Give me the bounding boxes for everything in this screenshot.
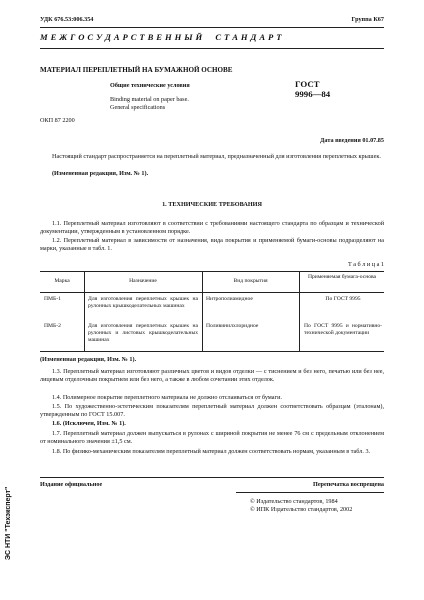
table-cell: Для изготовления переплетных крышек на рулонных и листовых крышкоделательных машинах: [88, 323, 198, 343]
official-edition: Издание официальное: [40, 481, 103, 488]
english-title-line2: General specifications: [110, 104, 166, 111]
table-rule-header: [40, 292, 384, 293]
gost-label: ГОСТ: [295, 79, 320, 89]
copyright-2002: © ИПК Издательство стандартов, 2002: [250, 506, 353, 513]
paragraph-1-4: 1.4. Полимерное покрытие переплетного материала не должно отслаиваться от бумаги.: [52, 394, 282, 401]
table-header-cell: Марка: [54, 278, 70, 284]
effective-date: Дата введения 01.07.85: [320, 137, 384, 144]
gost-number: 9996—84: [295, 89, 331, 99]
table-cell: По ГОСТ 9995 и нормативно-технической документации: [304, 323, 382, 336]
revision-note-2: (Измененная редакция, Изм. № 1).: [40, 356, 137, 363]
paragraph-1-3: 1.3. Переплетный материал изготовляют различных цветов и видов отделки — с тиснением и без него, печатью или без нее, лицевым отделочным покрытием или без него, а также в любом сочетании этих отделок.: [40, 368, 384, 384]
paragraph-1-7: 1.7. Переплетный материал должен выпускаться в рулонах с шириной покрытия не менее 76 см с предельным отклонением от номинального значения ±1,5 см.: [40, 430, 384, 446]
table-label: Т а б л и ц а 1: [347, 261, 384, 268]
okp-code: ОКП 87 2200: [40, 117, 75, 124]
table-cell: Нитрополиамидное: [206, 296, 253, 302]
table-rule-top: [40, 271, 384, 272]
paragraph-1-8: 1.8. По физико-механическим показателям переплетный материал должен соответствовать нормам, указанным в табл. 3.: [52, 448, 371, 455]
table-col-divider: [299, 271, 300, 351]
udk-code: УДК 676.53:006.354: [40, 16, 94, 23]
intro-paragraph: Настоящий стандарт распространяется на переплетный материал, предназначенный для изготовления переплетных крышек.: [52, 153, 381, 160]
footer-rule-right: [236, 492, 384, 493]
side-stamp: ЭС НТИ "Техэксперт": [5, 486, 12, 560]
table-cell: Для изготовления переплетных крышек на рулонных крышкоделательных машинах: [88, 296, 198, 309]
section-heading: 1. ТЕХНИЧЕСКИЕ ТРЕБОВАНИЯ: [162, 201, 262, 208]
table-header-cell: Применяемая бумага-основа: [307, 274, 377, 280]
revision-note-1: (Измененная редакция, Изм. № 1).: [52, 170, 149, 177]
footer-rule: [40, 477, 384, 478]
standard-banner: М Е Ж Г О С У Д А Р С Т В Е Н Н Ы Й С Т А Н Д А Р Т: [40, 32, 282, 42]
table-header-cell: Назначение: [129, 278, 157, 284]
english-title-line1: Binding material on paper base.: [110, 96, 189, 103]
paragraph-1-6: 1.6. (Исключен, Изм. № 1).: [52, 420, 126, 427]
header-rule-top: [40, 27, 384, 28]
copyright-1984: © Издательство стандартов, 1984: [250, 498, 338, 505]
group-code: Группа К67: [351, 16, 384, 23]
paragraph-1-2: 1.2. Переплетный материал в зависимости от назначения, вида покрытия и применяемой бумаги-основы подразделяют на марки, указанные в табл. 1.: [40, 237, 384, 253]
table-cell: Поливинилхлоридное: [206, 323, 259, 329]
paragraph-1-1: 1.1. Переплетный материал изготовляют в соответствии с требованиями настоящего стандарта по образцам и технической документации, утвержденным в установленном порядке.: [40, 220, 384, 236]
document-subtitle: Общие технические условия: [110, 82, 190, 89]
document-title: МАТЕРИАЛ ПЕРЕПЛЕТНЫЙ НА БУМАЖНОЙ ОСНОВЕ: [40, 66, 233, 74]
header-rule-bottom: [40, 48, 384, 49]
table-rule-bottom: [40, 351, 384, 352]
paragraph-1-5: 1.5. По художественно-эстетическим показателям переплетный материал должен соответствовать образцам (эталонам), утвержденным по ГОСТ 15.007.: [40, 403, 384, 419]
reprint-prohibited: Перепечатка воспрещена: [313, 481, 384, 488]
table-header-cell: Вид покрытия: [233, 278, 268, 284]
table-1: [40, 271, 384, 352]
table-cell: ПМБ-1: [44, 296, 61, 302]
table-cell: ПМБ-2: [44, 323, 61, 329]
table-cell: По ГОСТ 9995: [325, 296, 361, 302]
